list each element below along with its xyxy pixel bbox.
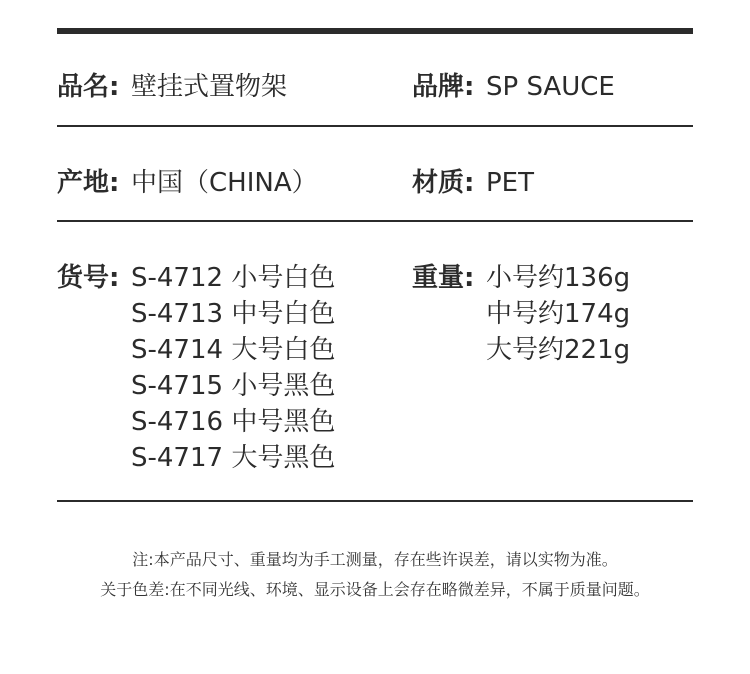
spec-sku: [57, 260, 335, 476]
spec-value-product-name: 壁挂式置物架: [131, 72, 288, 102]
spec-key-material: 材质:: [412, 168, 475, 198]
spec-value-brand: SP SAUCE: [486, 72, 615, 102]
spec-value-sku: S-4714 大号白色: [131, 335, 336, 365]
spec-origin: [57, 165, 318, 201]
note-color-difference: 关于色差:在不同光线、环境、显示设备上会存在略微差异，不属于质量问题。: [100, 580, 650, 599]
row-divider: [57, 125, 693, 127]
spec-material: [412, 165, 534, 201]
row-divider: [57, 500, 693, 502]
spec-key-product-name: 品名:: [57, 72, 120, 102]
disclaimer-notes: [0, 545, 750, 605]
spec-value-sku: S-4713 中号白色: [131, 299, 336, 329]
spec-value-sku: S-4717 大号黑色: [131, 443, 336, 473]
spec-brand: [412, 69, 615, 105]
spec-key-origin: 产地:: [57, 168, 120, 198]
spec-key-weight: 重量:: [412, 263, 475, 293]
spec-weight: [412, 260, 630, 368]
top-rule: [57, 28, 693, 34]
spec-value-sku: S-4716 中号黑色: [131, 407, 336, 437]
spec-value-weight: 大号约221g: [486, 335, 631, 365]
spec-value-weight: 小号约136g: [486, 263, 631, 293]
spec-value-weight: 中号约174g: [486, 299, 631, 329]
spec-value-sku: S-4715 小号黑色: [131, 371, 336, 401]
spec-value-sku: S-4712 小号白色: [131, 263, 336, 293]
spec-product-name: [57, 69, 287, 105]
spec-key-sku: 货号:: [57, 263, 120, 293]
spec-value-origin: 中国（CHINA）: [131, 168, 318, 198]
row-divider: [57, 220, 693, 222]
spec-key-brand: 品牌:: [412, 72, 475, 102]
spec-value-material: PET: [486, 168, 534, 198]
note-measurement: 注:本产品尺寸、重量均为手工测量，存在些许误差，请以实物为准。: [132, 550, 618, 569]
